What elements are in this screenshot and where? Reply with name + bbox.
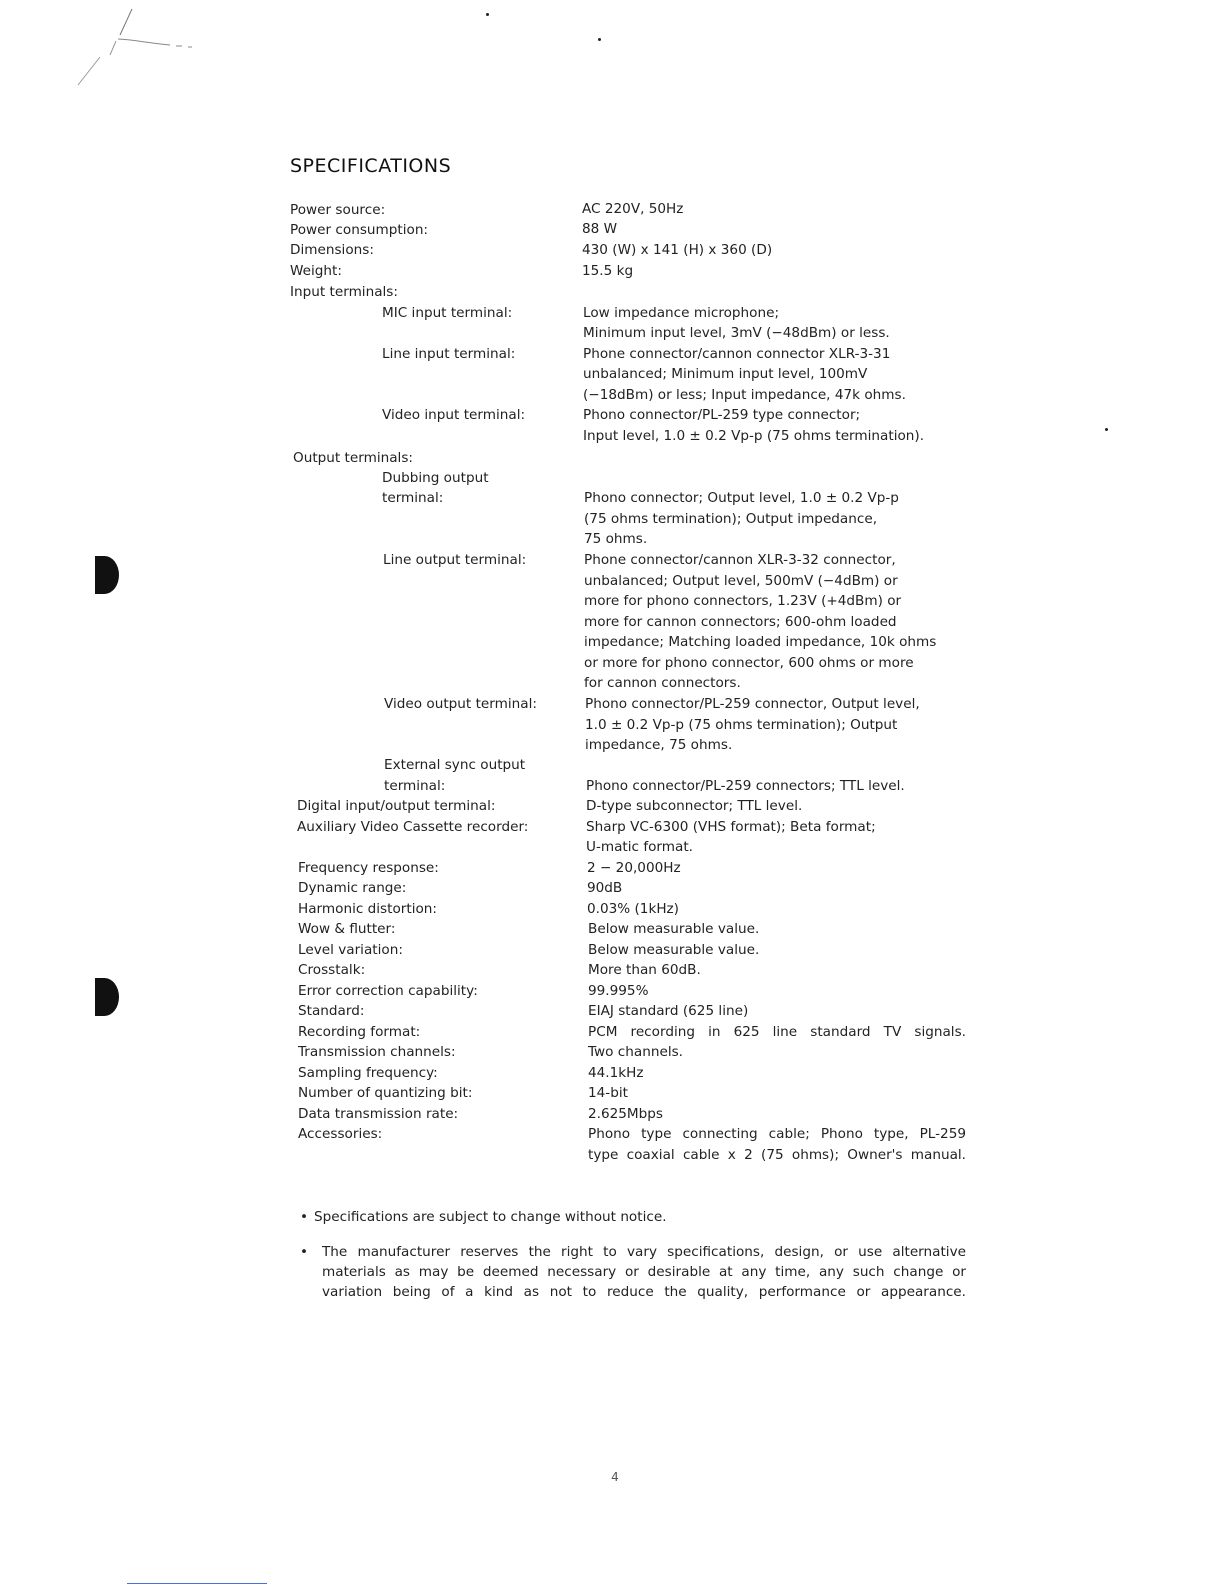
speck-mark xyxy=(486,13,489,16)
spec-value-video-output-line-2: 1.0 ± 0.2 Vp-p (75 ohms termination); Output xyxy=(585,717,898,733)
spec-label-transmission-channels: Transmission channels: xyxy=(298,1044,456,1060)
binder-hole-mark xyxy=(95,556,119,594)
spec-value-standard: EIAJ standard (625 line) xyxy=(588,1003,749,1019)
spec-label-power-source: Power source: xyxy=(290,202,386,218)
spec-label-wow-flutter: Wow & flutter: xyxy=(298,921,396,937)
note-1 xyxy=(300,1207,966,1227)
spec-label-dubbing-output-line-2: terminal: xyxy=(382,490,444,506)
spec-value-auxiliary-vcr-line-2: U-matic format. xyxy=(586,839,694,855)
spec-label-video-input: Video input terminal: xyxy=(382,407,526,423)
spec-label-recording-format: Recording format: xyxy=(298,1024,421,1040)
spec-label-error-correction: Error correction capability: xyxy=(298,983,478,999)
spec-value-harmonic-distortion: 0.03% (1kHz) xyxy=(587,901,679,917)
spec-value-error-correction: 99.995% xyxy=(588,983,649,999)
binder-hole-mark xyxy=(95,978,119,1016)
spec-value-crosstalk: More than 60dB. xyxy=(588,962,701,978)
spec-value-video-input-line-2: Input level, 1.0 ± 0.2 Vp-p (75 ohms termination). xyxy=(583,428,925,444)
note-1-text: Specifications are subject to change without notice. xyxy=(314,1209,667,1225)
spec-label-digital-io: Digital input/output terminal: xyxy=(297,798,496,814)
spec-label-frequency-response: Frequency response: xyxy=(298,860,439,876)
spec-label-input-terminals: Input terminals: xyxy=(290,284,398,300)
spec-label-data-rate: Data transmission rate: xyxy=(298,1106,459,1122)
spec-value-digital-io: D-type subconnector; TTL level. xyxy=(586,798,803,814)
spec-label-external-sync-line-2: terminal: xyxy=(384,778,446,794)
spec-label-auxiliary-vcr: Auxiliary Video Cassette recorder: xyxy=(297,819,529,835)
spec-value-dynamic-range: 90dB xyxy=(587,880,623,896)
spec-label-crosstalk: Crosstalk: xyxy=(298,962,366,978)
spec-value-video-output-line-1: Phono connector/PL-259 connector, Output level, xyxy=(585,696,920,712)
spec-label-power-consumption: Power consumption: xyxy=(290,222,429,238)
spec-value-dubbing-output-line-1: Phono connector; Output level, 1.0 ± 0.2 Vp-p xyxy=(584,490,899,506)
spec-label-dynamic-range: Dynamic range: xyxy=(298,880,407,896)
spec-label-external-sync-line-1: External sync output xyxy=(384,757,526,773)
pencil-scribble xyxy=(70,5,210,90)
note-2-line-2: materials as may be deemed necessary or desirable at any time, any such change or xyxy=(322,1264,966,1280)
spec-value-line-output-line-6: or more for phono connector, 600 ohms or more xyxy=(584,655,914,671)
spec-label-mic-input: MIC input terminal: xyxy=(382,305,513,321)
spec-value-line-input-line-2: unbalanced; Minimum input level, 100mV xyxy=(583,366,868,382)
spec-value-dubbing-output-line-2: (75 ohms termination); Output impedance, xyxy=(584,511,878,527)
spec-label-quantizing-bit: Number of quantizing bit: xyxy=(298,1085,473,1101)
spec-label-sampling-frequency: Sampling frequency: xyxy=(298,1065,438,1081)
spec-label-harmonic-distortion: Harmonic distortion: xyxy=(298,901,437,917)
speck-mark xyxy=(598,38,601,41)
page-title: SPECIFICATIONS xyxy=(290,155,452,177)
spec-value-wow-flutter: Below measurable value. xyxy=(588,921,760,937)
spec-value-mic-input-line-2: Minimum input level, 3mV (−48dBm) or less. xyxy=(583,325,890,341)
spec-label-weight: Weight: xyxy=(290,263,342,279)
bullet-icon: • xyxy=(300,1209,309,1225)
spec-label-line-input: Line input terminal: xyxy=(382,346,516,362)
spec-value-quantizing-bit: 14-bit xyxy=(588,1085,628,1101)
speck-mark xyxy=(1105,428,1108,431)
note-2-line-3: variation being of a kind as not to reduce the quality, performance or appearance. xyxy=(322,1284,966,1300)
spec-label-accessories: Accessories: xyxy=(298,1126,383,1142)
spec-value-sampling-frequency: 44.1kHz xyxy=(588,1065,644,1081)
spec-value-external-sync: Phono connector/PL-259 connectors; TTL level. xyxy=(586,778,905,794)
spec-value-line-output-line-4: more for cannon connectors; 600-ohm loaded xyxy=(584,614,897,630)
spec-value-line-output-line-1: Phone connector/cannon XLR-3-32 connector, xyxy=(584,552,896,568)
spec-value-frequency-response: 2 − 20,000Hz xyxy=(587,860,681,876)
spec-value-dimensions: 430 (W) x 141 (H) x 360 (D) xyxy=(582,242,773,258)
spec-value-level-variation: Below measurable value. xyxy=(588,942,760,958)
spec-value-recording-format: PCM recording in 625 line standard TV signals. xyxy=(588,1024,966,1040)
spec-value-accessories-line-1: Phono type connecting cable; Phono type, PL-259 xyxy=(588,1126,966,1142)
spec-value-line-output-line-2: unbalanced; Output level, 500mV (−4dBm) or xyxy=(584,573,898,589)
spec-label-dubbing-output-line-1: Dubbing output xyxy=(382,470,489,486)
note-2 xyxy=(300,1242,966,1302)
spec-value-mic-input-line-1: Low impedance microphone; xyxy=(583,305,780,321)
spec-value-line-input-line-3: (−18dBm) or less; Input impedance, 47k ohms. xyxy=(583,387,906,403)
spec-value-transmission-channels: Two channels. xyxy=(588,1044,684,1060)
spec-label-line-output: Line output terminal: xyxy=(383,552,527,568)
spec-value-weight: 15.5 kg xyxy=(582,263,634,279)
spec-value-line-input-line-1: Phone connector/cannon connector XLR-3-31 xyxy=(583,346,891,362)
spec-label-dimensions: Dimensions: xyxy=(290,242,374,258)
spec-value-accessories-line-2: type coaxial cable x 2 (75 ohms); Owner's manual. xyxy=(588,1147,966,1163)
spec-label-standard: Standard: xyxy=(298,1003,365,1019)
note-2-line-1: The manufacturer reserves the right to vary specifications, design, or use alternative xyxy=(322,1244,966,1260)
spec-label-output-terminals: Output terminals: xyxy=(293,450,413,466)
spec-label-level-variation: Level variation: xyxy=(298,942,403,958)
spec-value-video-input-line-1: Phono connector/PL-259 type connector; xyxy=(583,407,861,423)
spec-value-line-output-line-5: impedance; Matching loaded impedance, 10k ohms xyxy=(584,634,937,650)
spec-value-auxiliary-vcr-line-1: Sharp VC-6300 (VHS format); Beta format; xyxy=(586,819,876,835)
bullet-icon: • xyxy=(300,1244,309,1260)
spec-value-line-output-line-3: more for phono connectors, 1.23V (+4dBm) or xyxy=(584,593,902,609)
spec-value-dubbing-output-line-3: 75 ohms. xyxy=(584,531,648,547)
edge-line xyxy=(127,1583,267,1584)
spec-value-power-source: AC 220V, 50Hz xyxy=(582,201,684,217)
spec-label-video-output: Video output terminal: xyxy=(384,696,537,712)
spec-value-power-consumption: 88 W xyxy=(582,221,618,237)
page-number: 4 xyxy=(611,1470,619,1484)
spec-value-video-output-line-3: impedance, 75 ohms. xyxy=(585,737,733,753)
spec-value-data-rate: 2.625Mbps xyxy=(588,1106,663,1122)
spec-value-line-output-line-7: for cannon connectors. xyxy=(584,675,741,691)
